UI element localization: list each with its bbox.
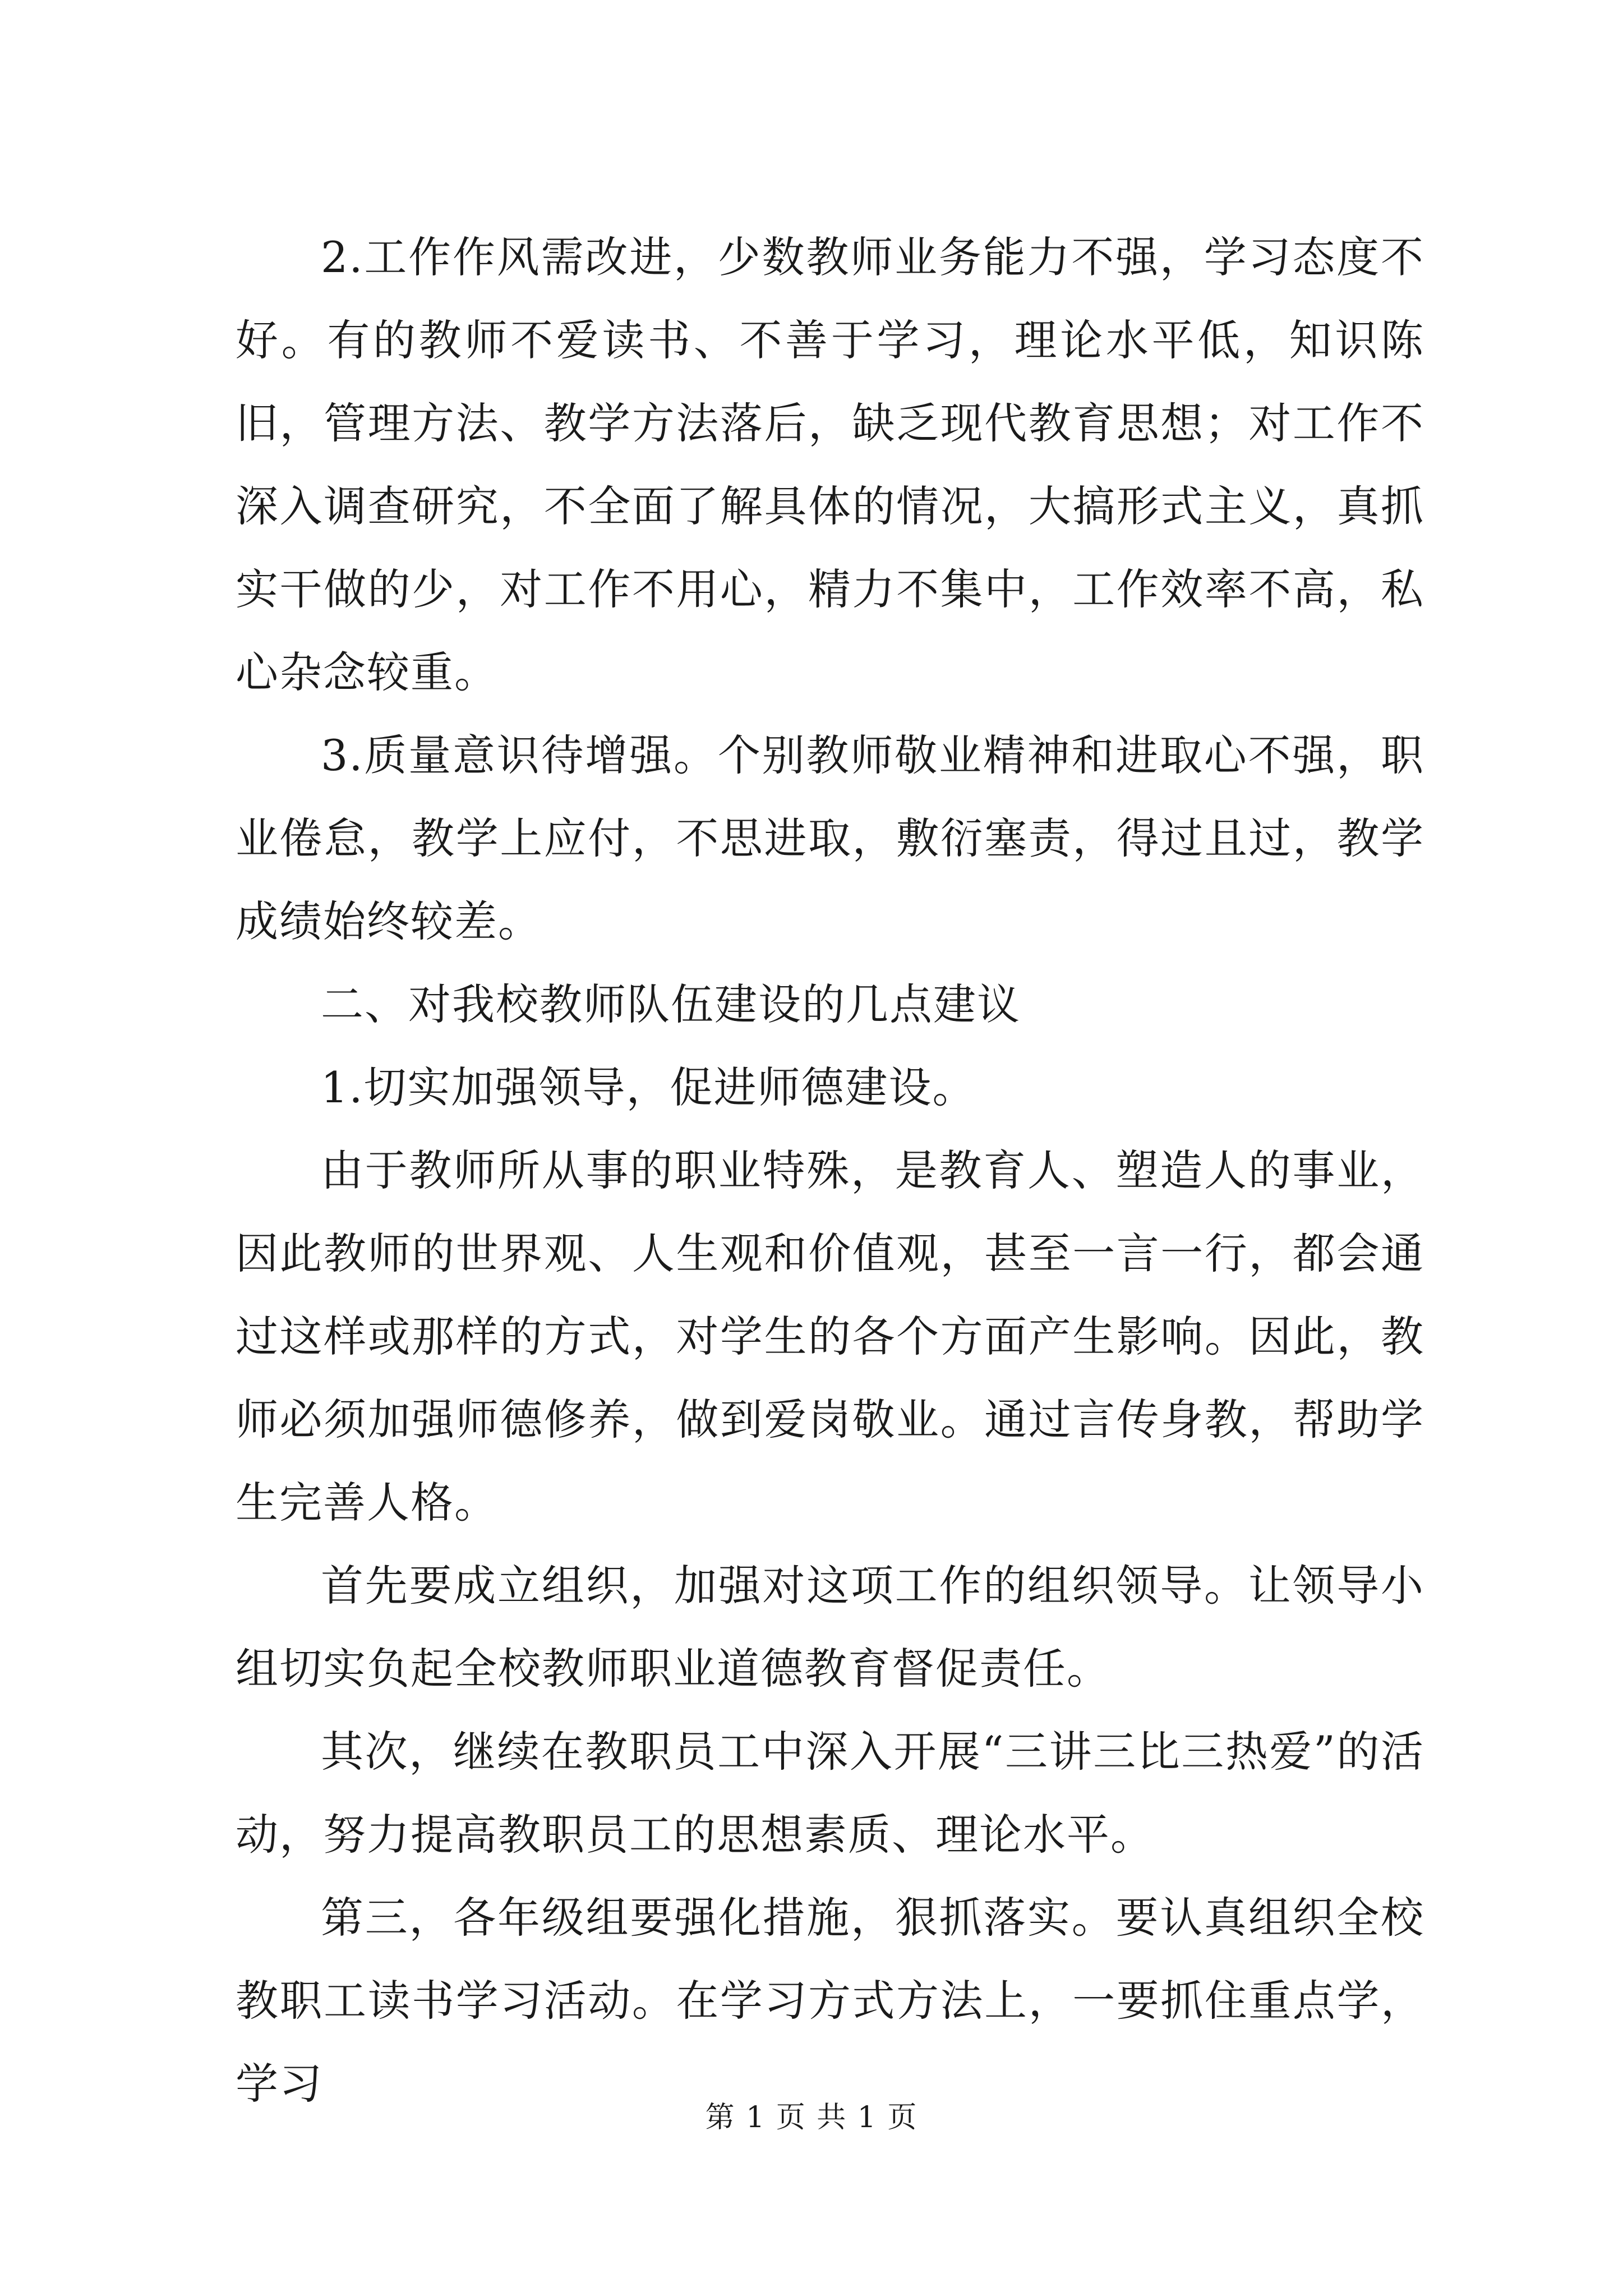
- document-body: [236, 216, 1424, 2125]
- paragraph-first-organize: 首先要成立组织，加强对这项工作的组织领导。让领导小组切实负起全校教师职业道德教育督促责任。: [236, 1561, 1424, 1694]
- paragraph-second-activities: 其次，继续在教职员工中深入开展“三讲三比三热爱”的活动，努力提高教职员工的思想素质、理论水平。: [236, 1727, 1424, 1860]
- section-heading-suggestions: 二、对我校教师队伍建设的几点建议: [321, 979, 1021, 1029]
- paragraph-strengthen-leadership: 1.切实加强领导，促进师德建设。: [321, 1062, 976, 1112]
- paragraph-third-measures: 第三，各年级组要强化措施，狠抓落实。要认真组织全校教职工读书学习活动。在学习方式方法上，一要抓住重点学，学习: [236, 1893, 1424, 2109]
- paragraph-work-style: 2.工作作风需改进，少数教师业务能力不强，学习态度不好。有的教师不爱读书、不善于学习，理论水平低，知识陈旧，管理方法、教学方法落后，缺乏现代教育思想；对工作不深入调查研究，不全面了解具体的情况，大搞形式主义，真抓实干做的少，对工作不用心，精力不集中，工作效率不高，私心杂念较重。: [236, 232, 1424, 697]
- paragraph-teacher-profession: 由于教师所从事的职业特殊，是教育人、塑造人的事业，因此教师的世界观、人生观和价值观，甚至一言一行，都会通过这样或那样的方式，对学生的各个方面产生影响。因此，教师必须加强师德修养，做到爱岗敬业。通过言传身教，帮助学生完善人格。: [236, 1145, 1424, 1527]
- page-number-footer: 第 1 页 共 1 页: [705, 2101, 918, 2134]
- paragraph-quality-awareness: 3.质量意识待增强。个别教师敬业精神和进取心不强，职业倦怠，教学上应付，不思进取，敷衍塞责，得过且过，教学成绩始终较差。: [236, 730, 1424, 946]
